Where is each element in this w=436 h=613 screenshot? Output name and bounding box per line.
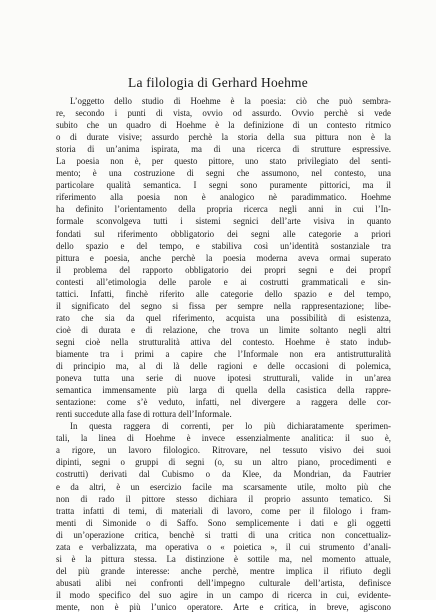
text-line: mento; è una costruzione di segni che assumono, nel contesto, una — [56, 168, 391, 179]
text-line: del più grande interesse: anche perchè, mentre implica il rifiuto degli — [56, 565, 391, 576]
text-line: zata e verbalizzata, ma operativa o « poietica », il cui strumento d’anali- — [56, 541, 391, 552]
text-line: o di durate visive; assurdo perchè la storia della sua pittura non è la — [56, 132, 391, 143]
text-line: costrutti) derivati dal Cubismo o da Klee, da Mondrian, da Fautrier — [56, 469, 391, 480]
text-line: menti di Simonide o di Saffo. Sono semplicemente i dati e gli oggetti — [56, 517, 391, 528]
text-line: biamente tra i primi a capire che l’Informale non era antistrutturalità — [56, 348, 391, 359]
text-line: formale sconvolgeva tutti i sistemi segnici dell’arte visiva in quanto — [56, 216, 391, 227]
text-line: fondati sul riferimento obbligatorio dei segni alle categorie a priori — [56, 228, 391, 239]
text-line: dipinti, segni o gruppi di segni (o, su un altro piano, procedimenti e — [56, 457, 391, 468]
text-line: riferimento alla poesia non è analogico nè paradimmatico. Hoehme — [56, 192, 391, 203]
text-line: renti succedute alla fase di rottura dell’Informale. — [56, 409, 232, 420]
text-line: pittura e poesia, anche perchè la poesia moderna aveva ormai superato — [56, 252, 391, 263]
article-body — [56, 95, 391, 613]
text-line: particolare qualità semantica. I segni sono puramente pittorici, ma il — [56, 180, 391, 191]
text-line: di principio ma, al di là delle ragioni e delle occasioni di polemica, — [56, 361, 391, 372]
text-line: tratta infatti di temi, di materiali di lavoro, come per il filologo i fram- — [56, 505, 391, 516]
text-line: semantica immensamente più larga di quella della casistica della rappre- — [56, 385, 391, 396]
text-line: subito che un quadro di Hoehme è la definizione di un contesto ritmico — [56, 120, 391, 131]
text-line: a rigore, un lavoro filologico. Ritrovare, nel tessuto visivo dei suoi — [56, 445, 391, 456]
text-line: tattici. Infatti, finchè riferito alle categorie dello spazio e del tempo, — [56, 288, 391, 299]
text-line: dello spazio e del tempo, e stabiliva così un’identità sostanziale tra — [56, 240, 391, 251]
text-line: contesti all’etimologia delle parole e ai costrutti grammaticali e sin- — [56, 276, 391, 287]
text-line: il problema del rapporto obbligatorio dei propri segni e dei proprî — [56, 264, 391, 275]
text-line: sentazione: come s’è veduto, infatti, nel divergere a raggera delle cor- — [56, 397, 391, 408]
text-line: non di rado il pittore stesso dichiara il proprio assunto tematico. Si — [56, 493, 391, 504]
text-line: si è la pittura stessa. La distinzione è sottile ma, nel momento attuale, — [56, 553, 391, 564]
text-line: L’oggetto dello studio di Hoehme è la poesia: ciò che può sembra- — [70, 96, 391, 106]
text-line: storia di un’anima ispirata, ma di una ricerca di strutture espressive. — [56, 144, 391, 155]
text-line: e da altri, è un esercizio facile ma scarsamente utile, molto più che — [56, 481, 391, 492]
text-line: re, secondo i punti di vista, ovvio od assurdo. Ovvio perchè si vede — [56, 108, 391, 119]
text-line: rato che sia da quel riferimento, acquista una possibilità di esistenza, — [56, 312, 391, 323]
text-line: ha definito l’orientamento della propria ricerca negli anni in cui l’In- — [56, 204, 391, 215]
text-line: poneva tutta una serie di nuove ipotesi strutturali, valide in un’area — [56, 373, 391, 384]
text-line: cioè di durata e di relazione, che trova un limite soltanto negli altri — [56, 324, 391, 335]
text-line: il significato del segno si fissa per sempre nella rappresentazione; libe- — [56, 300, 391, 311]
text-line: segni cioè nella strutturalità attiva del contesto. Hoehme è stato indub- — [56, 336, 391, 347]
text-line: In questa raggera di correnti, per lo più dichiaratamente sperimen- — [70, 421, 391, 432]
text-line: La poesia non è, per questo pittore, uno stato privilegiato del senti- — [56, 156, 391, 167]
text-line: mente, non è più l’unico operatore. Arte e critica, in breve, agiscono — [56, 601, 391, 612]
text-line: il modo specifico del suo agire in un campo di ricerca in cui, evidente- — [56, 589, 391, 600]
text-line: abusati alibi nei confronti dell’impegno culturale dell’artista, definisce — [56, 577, 391, 588]
text-line: di un’operazione critica, benchè si tratti di una critica non concettualiz- — [56, 529, 391, 540]
article-title: La filologia di Gerhard Hoehme — [128, 75, 308, 90]
text-line: tali, la linea di Hoehme è invece essenzialmente analitica: il suo è, — [56, 433, 391, 444]
